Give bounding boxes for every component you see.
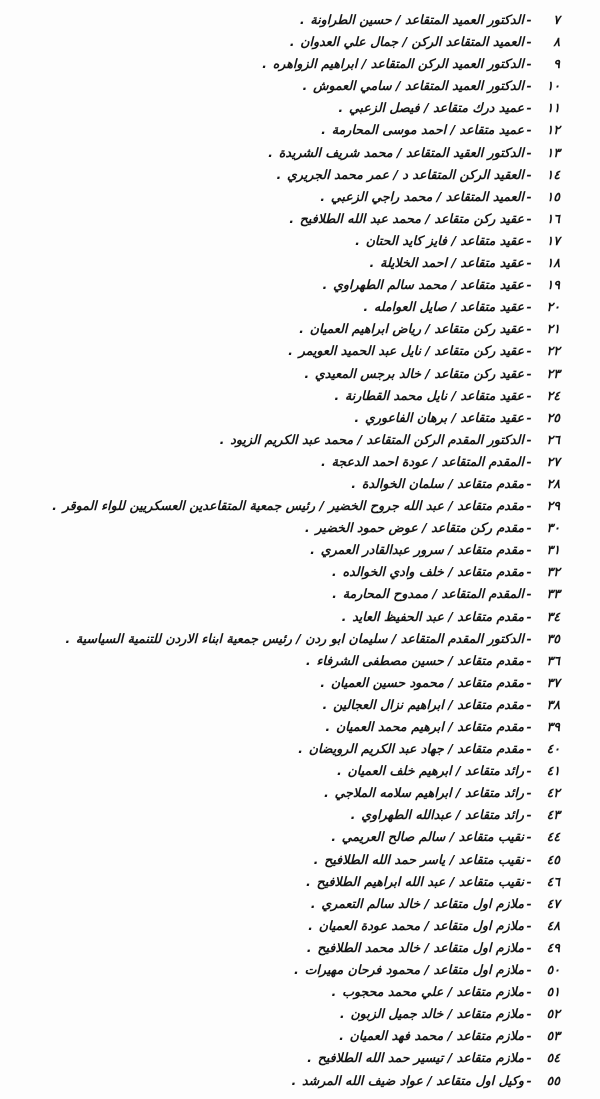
entry-dash: - [526,188,532,204]
entry-dash: - [526,542,532,558]
entry-number: ٢١ [546,321,560,337]
list-item [0,119,560,141]
entry-number: ٤٧ [546,895,560,911]
entry-text: عقيد متقاعد / صايل العوامله [374,299,524,315]
entry-number: ٣٠ [546,520,560,536]
list-item [0,1003,560,1025]
entry-number: ٢٢ [546,343,560,359]
entry-period: . [332,586,337,602]
entry-period: . [313,851,319,867]
list-item [0,407,560,429]
entry-period: . [363,299,369,315]
entry-period: . [268,144,273,160]
entry-dash: - [526,387,532,403]
entry-text: الدكتور العقيد المتقاعد / محمد شريف الشريدة [278,144,524,160]
entry-number: ٢٦ [546,431,560,447]
entry-dash: - [526,652,532,668]
entry-period: . [288,343,293,359]
list-item [0,804,560,826]
entry-period: . [336,763,342,779]
entry-dash: - [526,475,532,491]
entry-number: ٣٤ [546,608,560,624]
entry-number: ١٨ [546,255,560,271]
list-item [0,1070,560,1092]
entry-text: مقدم ركن متقاعد / عوض حمود الخضير [315,520,524,536]
entry-period: . [339,1006,345,1022]
entry-number: ١٦ [546,210,560,226]
entry-number: ٥٢ [546,1006,560,1022]
entry-period: . [331,829,336,845]
entry-period: . [339,1028,344,1044]
entry-number: ٥٠ [546,962,560,978]
entry-period: . [276,166,282,182]
entry-text: مقدم متقاعد / خلف وادي الخوالده [342,564,524,580]
entry-period: . [219,431,225,447]
list-item [0,826,560,848]
entry-text: مقدم متقاعد / سرور عبدالقادر العمري [320,542,524,558]
entry-period: . [331,564,337,580]
entry-text: الدكتور العميد المتقاعد / سامي العموش [313,78,524,94]
entry-number: ٢٥ [546,409,560,425]
list-item [0,694,560,716]
entry-number: ١٧ [546,232,560,248]
entry-number: ٣٨ [546,696,560,712]
list-item [0,981,560,1003]
entry-text: ملازم متقاعد / محمد فهد العميان [349,1028,524,1044]
entry-dash: - [526,873,532,889]
entry-dash: - [526,807,532,823]
entry-period: . [321,122,326,138]
entry-period: . [355,232,360,248]
entry-dash: - [526,1028,532,1044]
entry-number: ٣٦ [546,652,560,668]
entry-period: . [289,34,295,50]
entry-period: . [331,984,337,1000]
entry-period: . [308,917,313,933]
entry-text: ملازم اول متقاعد / خالد سالم التعمري [321,895,524,911]
entry-dash: - [526,343,532,359]
entry-number: ٥٤ [546,1050,560,1066]
entry-period: . [310,895,316,911]
entry-number: ٢٨ [546,475,560,491]
entry-number: ٧ [553,12,560,27]
entry-period: . [305,873,311,889]
entry-dash: - [526,321,532,337]
entry-number: ٩ [553,56,560,72]
list-item [0,75,560,97]
entry-dash: - [526,210,532,226]
list-item [0,53,560,75]
list-item [0,495,560,517]
entry-period: . [305,652,311,668]
entry-number: ٣٩ [546,719,560,734]
entry-period: . [351,475,356,491]
entry-text: نقيب متقاعد / سالم صالح العريمي [341,829,524,845]
list-item [0,340,560,362]
list-item [0,760,560,782]
list-item [0,142,560,164]
entry-text: المقدم المتقاعد / ممدوح المحارمة [342,586,524,602]
entry-number: ٤٦ [546,873,560,889]
entry-number: ٢٧ [546,453,560,469]
entry-number: ٤٢ [546,785,560,801]
entry-number: ٤٤ [546,829,560,845]
list-item [0,606,560,628]
entry-number: ٢٠ [546,299,560,315]
entry-period: . [262,56,267,72]
entry-dash: - [526,166,532,182]
entry-period: . [298,741,303,757]
list-item [0,429,560,451]
entry-text: عقيد متقاعد / محمد سالم الطهراوي [333,277,524,293]
entry-dash: - [526,498,532,514]
entry-dash: - [526,829,532,845]
entry-period: . [306,939,312,955]
entry-text: مقدم متقاعد / عبد الحفيظ العايد [352,608,524,624]
entry-dash: - [526,100,532,116]
entry-text: المقدم المتقاعد / عودة احمد الدعجة [331,453,524,469]
entry-text: ملازم اول متقاعد / محمود فرحان مهيرات [304,962,524,978]
list-item [0,31,560,53]
entry-number: ١٩ [546,277,560,293]
entry-number: ٣٢ [546,564,560,580]
list-item [0,937,560,959]
list-item [0,1047,560,1069]
entry-text: رائد متقاعد / ابراهيم سلامه الملاجي [334,785,524,801]
entry-period: . [354,409,359,425]
list-item [0,539,560,561]
entry-text: رائد متقاعد / ابرهيم خلف العميان [347,763,524,779]
entry-dash: - [526,564,532,580]
entry-text: عقيد متقاعد / احمد الخلايلة [380,255,524,271]
list-item [0,672,560,694]
entry-text: عقيد ركن متقاعد / محمد عبد الله الطلافيح [299,210,524,226]
list-item [0,871,560,893]
entry-dash: - [526,1050,532,1066]
entry-dash: - [526,984,532,1000]
entry-dash: - [526,917,532,933]
entry-dash: - [526,1072,532,1088]
entry-number: ١٣ [546,144,560,160]
entry-number: ٥١ [546,984,560,1000]
entry-number: ١١ [546,100,560,116]
entry-number: ٣٥ [546,630,560,646]
entry-dash: - [526,78,532,94]
entry-dash: - [526,674,532,690]
entry-text: مقدم متقاعد / جهاد عبد الكريم الرويضان [308,741,524,757]
entry-dash: - [526,719,532,734]
list-item [0,318,560,340]
list-item [0,230,560,252]
list-item [0,274,560,296]
entry-text: الدكتور المقدم المتقاعد / سليمان ابو ردن / رئيس جمعية ابناء الاردن للتنمية السياسية [75,630,524,646]
entry-number: ٤٩ [546,939,560,955]
list-item [0,893,560,915]
list-item [0,473,560,495]
entry-number: ٣٣ [546,586,560,602]
entry-period: . [324,785,329,801]
entry-period: . [334,387,339,403]
entry-number: ٥٥ [546,1072,560,1088]
list-item [0,849,560,871]
entry-period: . [299,321,304,337]
entry-text: العميد المتقاعد / محمد راجي الزعبي [330,188,524,204]
entry-period: . [304,520,310,536]
entry-dash: - [526,630,532,646]
entry-text: عقيد ركن متقاعد / رياض ابراهيم العميان [309,321,524,337]
entry-dash: - [526,277,532,293]
entry-period: . [302,78,308,94]
entry-text: ملازم متقاعد / خالد جميل الزبون [350,1006,524,1022]
entry-number: ٢٣ [546,365,560,381]
entry-text: نقيب متقاعد / ياسر حمد الله الطلافيح [324,851,524,867]
entry-dash: - [526,56,532,72]
entry-number: ٤٨ [546,917,560,933]
entry-text: عقيد متقاعد / فايز كايد الحتان [365,232,524,248]
list-item [0,738,560,760]
entry-dash: - [526,232,532,248]
entry-period: . [307,1050,312,1066]
entry-period: . [341,608,347,624]
entry-period: . [320,674,325,690]
entry-text: الدكتور العميد المتقاعد / حسين الطراونة [310,12,524,27]
list-item [0,252,560,274]
entry-dash: - [526,741,532,757]
entry-period: . [304,365,309,381]
entry-period: . [291,1072,297,1088]
entry-dash: - [526,365,532,381]
list-item [0,517,560,539]
entry-number: ٥٣ [546,1028,560,1044]
entry-period: . [52,498,57,514]
entry-number: ٢٩ [546,498,560,514]
entry-text: رائد متقاعد / عبدالله الطهراوي [361,807,524,823]
entry-dash: - [526,1006,532,1022]
list-item [0,186,560,208]
entry-dash: - [526,520,532,536]
entry-dash: - [526,12,532,27]
signatories-list [0,9,560,1092]
entry-number: ١٢ [546,122,560,138]
list-item [0,782,560,804]
entry-number: ١٥ [546,188,560,204]
entry-text: الدكتور المقدم الركن المتقاعد / محمد عبد الكريم الزيود [230,431,524,447]
entry-period: . [322,696,328,712]
list-item [0,296,560,318]
entry-dash: - [526,763,532,779]
entry-text: ملازم اول متقاعد / محمد عودة العميان [318,917,524,933]
entry-period: . [338,100,343,116]
entry-text: مقدم متقاعد / ابرهيم محمد العميان [335,719,524,734]
list-item [0,97,560,119]
list-item [0,164,560,186]
entry-period: . [310,542,315,558]
entry-text: وكيل اول متقاعد / عواد ضيف الله المرشد [302,1072,524,1088]
entry-period: . [369,255,375,271]
entry-number: ٤٥ [546,851,560,867]
entry-text: عميد متقاعد / احمد موسى المحارمة [331,122,524,138]
entry-dash: - [526,255,532,271]
entry-text: ملازم اول متقاعد / خالد محمد الطلافيح [317,939,524,955]
entry-dash: - [526,144,532,160]
entry-text: مقدم متقاعد / حسين مصطفى الشرفاء [316,652,524,668]
entry-dash: - [526,696,532,712]
entry-period: . [293,962,299,978]
entry-text: عقيد ركن متقاعد / خالد برجس المعيدي [314,365,524,381]
entry-dash: - [526,785,532,801]
entry-dash: - [526,962,532,978]
entry-number: ٤٣ [546,807,560,823]
entry-number: ٢٤ [546,387,560,403]
entry-period: . [289,210,294,226]
list-item [0,561,560,583]
entry-period: . [299,12,305,27]
entry-dash: - [526,851,532,867]
entry-number: ٨ [553,34,560,50]
entry-text: ملازم متقاعد / تيسير حمد الله الطلافيح [317,1050,524,1066]
entry-period: . [320,453,326,469]
entry-text: نقيب متقاعد / عبد الله ابراهيم الطلافيح [316,873,524,889]
entry-dash: - [526,608,532,624]
entry-text: عقيد ركن متقاعد / نايل عبد الحميد العويمر [298,343,524,359]
entry-number: ٣٧ [546,674,560,690]
entry-text: مقدم متقاعد / عبد الله جروح الخضير / رئيس جمعية المتقاعدين العسكريين للواء الموقر [62,498,524,514]
entry-text: العقيد الركن المتقاعد د / عمر محمد الجريري [287,166,524,182]
entry-text: مقدم متقاعد / محمود حسين العميان [330,674,524,690]
entry-number: ٤١ [546,763,560,779]
list-item [0,650,560,672]
list-item [0,363,560,385]
entry-text: مقدم متقاعد / سلمان الخوالدة [361,475,524,491]
list-item [0,628,560,650]
entry-number: ٤٠ [546,741,560,757]
entry-dash: - [526,122,532,138]
list-item [0,1025,560,1047]
list-item [0,9,560,31]
entry-text: عقيد متقاعد / برهان الفاعوري [365,409,524,425]
entry-period: . [320,188,325,204]
entry-number: ٣١ [546,542,560,558]
list-item [0,385,560,407]
entry-text: عقيد متقاعد / نايل محمد القطارنة [344,387,524,403]
entry-text: ملازم متقاعد / علي محمد محجوب [342,984,524,1000]
list-item [0,915,560,937]
entry-text: العميد المتقاعد الركن / جمال علي العدوان [300,34,524,50]
entry-period: . [325,719,330,734]
list-item [0,959,560,981]
entry-text: الدكتور العميد الركن المتقاعد / ابراهيم الزواهره [272,56,524,72]
entry-dash: - [526,586,532,602]
entry-number: ١٠ [546,78,560,94]
entry-dash: - [526,895,532,911]
entry-dash: - [526,431,532,447]
entry-text: مقدم متقاعد / ابراهيم نزال العجالين [333,696,524,712]
list-item [0,451,560,473]
entry-period: . [350,807,356,823]
entry-text: عميد درك متقاعد / فيصل الزعبي [348,100,524,116]
entry-dash: - [526,299,532,315]
entry-period: . [65,630,70,646]
list-item [0,583,560,605]
entry-period: . [322,277,328,293]
list-item [0,208,560,230]
entry-dash: - [526,34,532,50]
entry-dash: - [526,453,532,469]
list-item [0,716,560,738]
entry-dash: - [526,939,532,955]
entry-dash: - [526,409,532,425]
entry-number: ١٤ [546,166,560,182]
